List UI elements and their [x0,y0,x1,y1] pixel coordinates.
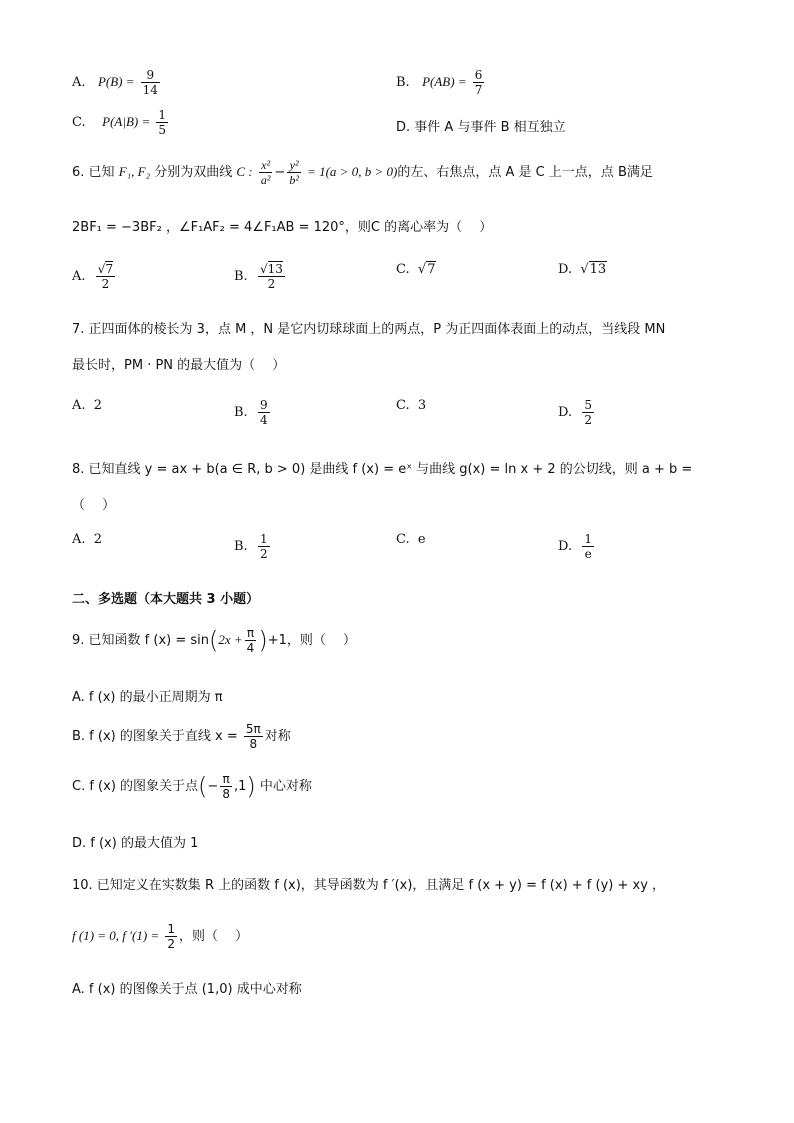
q9-stem [72,626,356,655]
q6-stem-line1 [72,158,653,187]
minus-sign: − [274,165,286,180]
radicand: 7 [427,262,436,277]
q9-option-b [72,722,291,751]
radicand: 13 [267,262,283,276]
option-label: A. [72,269,86,284]
fraction: $\frac{5\pi}{8}$ [245,722,261,751]
option-label: D. [558,405,573,420]
q5-option-c [72,108,170,137]
q6-option-b [234,262,287,291]
option-label: C. [396,262,410,277]
denominator: 2 [101,277,110,291]
left-paren: ( [209,626,219,655]
fraction-y: $\frac{\text{y²}}{\text{b²}}$ [289,158,299,187]
denominator: 2 [267,277,276,291]
option-value: 2 [93,532,103,547]
q8-stem-line1: 8. 已知直线 y = ax + b(a ∈ R, b > 0) 是曲线 f (x) = eˣ 与曲线 g(x) = ln x + 2 的公切线，则 a + b = [72,462,693,477]
fraction: $\frac{1}{5}$ [158,108,167,137]
stem-text: 已知 [88,165,115,180]
q8-option-a [72,532,102,547]
numerator: 1 [584,532,592,546]
option-label: A. [72,532,86,547]
q10-option-a: A. f (x) 的图像关于点 (1,0) 成中心对称 [72,982,302,997]
q10-stem-line2 [72,922,248,951]
fraction: $\frac{1}{2}$ [167,922,175,951]
fraction: $\frac{\pi}{8}$ [222,772,230,801]
q6-option-a [72,262,117,291]
numerator: √7 [97,262,114,276]
option-label: A. [72,398,86,413]
stem-text: 的左、右焦点，点 A 是 C 上一点，点 B满足 [397,165,653,180]
option-expression: P(A|B) = [102,114,151,129]
option-label: D. [558,539,573,554]
denominator: e [584,547,592,561]
option-text: 对称 [264,729,291,744]
question-number: 6. [72,165,85,180]
right-paren: ) [258,626,268,655]
inner-expression: 2x + [218,632,243,647]
fraction [258,262,285,291]
stem-text: 分别为双曲线 [154,165,233,180]
q7-option-d [558,398,596,427]
fraction: $\frac{6}{7}$ [474,68,483,97]
option-expression: P(AB) = [422,74,467,89]
stem-text: f (1) = 0, f ′(1) = [72,928,160,943]
stem-text: ，则（ ） [178,929,249,944]
option-label: C. [396,532,410,547]
option-text: 事件 A 与事件 B 相互独立 [414,120,566,135]
option-label: D. [558,262,573,277]
q7-stem-line1: 7. 正四面体的棱长为 3，点 M ，N 是它内切球球面上的两点，P 为正四面体表面上的动点，当线段 MN [72,322,666,337]
q8-option-b [234,532,272,561]
q8-option-c [396,532,426,547]
option-value: e [417,532,426,547]
q8-stem-line2: （ ） [72,498,116,513]
option-label: B. [396,75,410,90]
fraction [258,532,270,561]
numerator: 1 [259,532,268,546]
q7-option-c [396,398,426,413]
fraction: $\frac{9}{14}$ [142,68,158,97]
option-label: B. [234,405,248,420]
square-root: √7 [417,262,436,277]
option-text: C. f (x) 的图象关于点 [72,779,199,794]
condition: = 1(a > 0, b > 0) [307,164,398,179]
minus-sign: − [207,779,219,794]
stem-text: +1，则（ ） [267,633,356,648]
fraction [96,262,115,291]
fraction [258,398,270,427]
option-label: B. [234,269,248,284]
q10-stem-line1: 10. 已知定义在实数集 R 上的函数 f (x)，其导函数为 f ′(x)，且满足 f (x + y) = f (x) + f (y) + xy ， [72,878,666,893]
right-paren: ) [246,772,256,801]
q7-option-b [234,398,272,427]
radicand: 13 [589,262,607,277]
denominator: 4 [259,413,268,427]
option-label: B. [234,539,248,554]
left-paren: ( [198,772,208,801]
option-label: A. [72,75,86,90]
option-label: C. [396,398,410,413]
fraction-x: $\frac{\text{x²}}{\text{a²}}$ [260,158,271,187]
curve-name: C : [236,164,253,179]
q9-option-d: D. f (x) 的最大值为 1 [72,836,199,851]
denominator: 2 [259,547,268,561]
q5-option-b [396,68,486,97]
fraction [582,398,594,427]
square-root: √13 [580,262,607,277]
option-expression: P(B) = [97,74,135,89]
q7-stem-line2: 最长时，PM · PN 的最大值为（ ） [72,358,286,373]
q6-option-d [558,262,607,277]
q8-option-d [558,532,596,561]
option-text: ,1 [233,779,247,794]
q9-option-a: A. f (x) 的最小正周期为 π [72,690,223,705]
option-label: D. [396,120,411,135]
q6-option-c [396,262,436,277]
radicand: 7 [105,262,114,276]
section-heading: 二、多选题（本大题共 3 小题） [72,592,260,607]
option-text: B. f (x) 的图象关于直线 x = [72,729,238,744]
option-label: C. [72,115,86,130]
q5-option-a [72,68,162,97]
numerator: 9 [259,398,268,412]
numerator: √13 [259,262,283,276]
option-value: 2 [93,398,103,413]
q7-option-a [72,398,102,413]
stem-text: 9. 已知函数 f (x) = sin [72,633,209,648]
q5-option-d [396,116,566,135]
fraction: $\frac{\pi}{4}$ [246,626,255,655]
foci-expression: F₁, F₂ [118,164,151,179]
fraction [582,532,594,561]
option-value: 3 [417,398,427,413]
q9-option-c [72,772,312,801]
denominator: 2 [584,413,592,427]
q6-stem-line2: 2BF₁ = −3BF₂ ，∠F₁AF₂ = 4∠F₁AB = 120°，则C 的离心率为（ ） [72,220,493,235]
numerator: 5 [584,398,592,412]
option-text: 中心对称 [259,779,312,794]
